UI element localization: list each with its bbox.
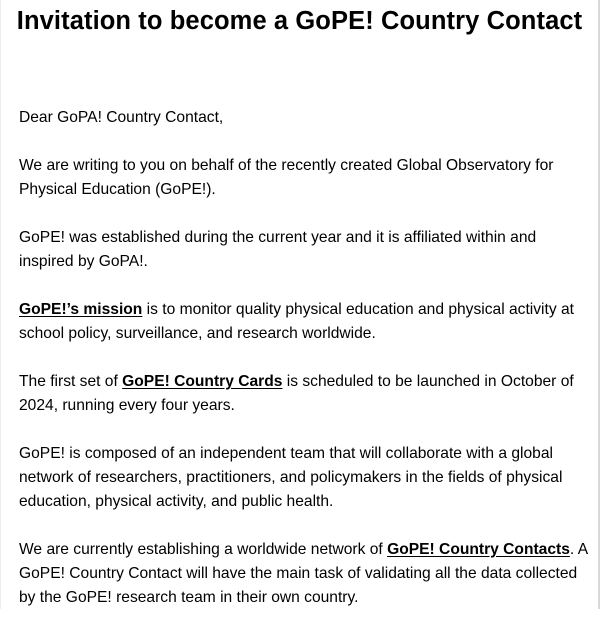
paragraph-country-cards	[19, 370, 595, 418]
paragraph-established: GoPE! was established during the current year and it is affiliated within and inspired by GoPA!.	[19, 229, 537, 270]
paragraph-mission	[19, 298, 595, 346]
greeting: Dear GoPA! Country Contact,	[19, 109, 224, 126]
paragraph-intro: We are writing to you on behalf of the recently created Global Observatory for Physical Education (GoPE!).	[19, 157, 554, 198]
country-contacts-post: . A GoPE! Country Contact will have the main task of validating all the data collected by the GoPE! research team in their own country.	[19, 541, 588, 606]
email-title: Invitation to become a GoPE! Country Contact	[16, 7, 583, 35]
paragraph-country-contacts	[19, 538, 595, 610]
mission-link[interactable]: GoPE!’s mission	[19, 301, 143, 318]
country-contacts-link[interactable]: GoPE! Country Contacts	[387, 541, 570, 558]
paragraph-team: GoPE! is composed of an independent team that will collaborate with a global network of researchers, practitioners, and policymakers in the fields of physical education, physical activity, and public health.	[19, 445, 563, 510]
country-cards-link[interactable]: GoPE! Country Cards	[122, 373, 283, 390]
mission-text: is to monitor quality physical education and physical activity at school policy, surveillance, and research worldwide.	[19, 301, 574, 342]
country-cards-pre: The first set of	[19, 373, 123, 390]
country-cards-post: is scheduled to be launched in October of 2024, running every four years.	[19, 373, 574, 414]
email-content	[19, 106, 595, 634]
country-contacts-pre: We are currently establishing a worldwide network of	[19, 541, 388, 558]
